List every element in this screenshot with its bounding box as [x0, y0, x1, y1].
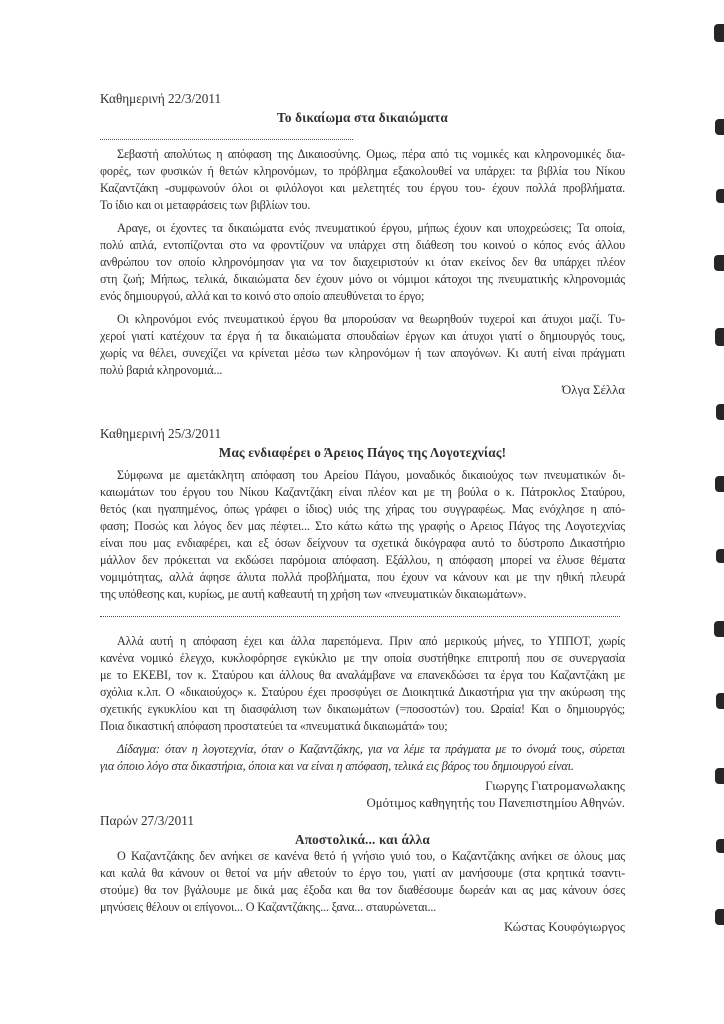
signature: Γιωργης Γιατρομανωλακης — [485, 779, 625, 793]
article — [100, 90, 625, 425]
paragraph-line: κανένα νομικό έλεγχο, κυκλοφόρησε εγκύκλιο με την οποία συστήθηκε επιτροπή που σε συνεργασία — [100, 651, 625, 665]
article — [100, 812, 625, 936]
paragraph — [100, 220, 625, 305]
paragraph-line: μηνύσεις θέλουν οι επίγονοι... Ο Καζαντζάκης... ξανα... σταυρώνεται... — [100, 900, 437, 914]
scan-edge-mark — [716, 549, 724, 563]
paragraph — [100, 633, 625, 735]
paragraph-line: Δίδαγμα: όταν η λογοτεχνία, όταν ο Καζαντζάκης, για να λέμε τα πράγματα με το όνομά τους, σύρεται — [117, 742, 625, 756]
article-title: Μας ενδιαφέρει ο Άρειος Πάγος της Λογοτεχνίας! — [218, 445, 507, 460]
dotted-separator — [100, 131, 353, 140]
paragraph-line: Ο Καζαντζάκης δεν ανήκει σε κανένα θετό ή γνήσιο γυιό του, ο Καζαντζάκης ανήκει σε όλους μας — [117, 849, 625, 863]
scan-edge-mark — [715, 476, 724, 492]
spacer — [100, 617, 625, 627]
paragraph-line: ενός δημιουργού, αλλά και το κοινό στο οποίο απευθύνεται το έργο; — [100, 289, 425, 303]
article-title: Αποστολικά... και άλλα — [294, 832, 430, 847]
paragraph-line: φαση; Ποσώς και λόγος δεν μας πέφτει... Στο κάτω κάτω της γραφής ο Αρειος Πάγος της Λογοτεχνίας — [100, 519, 625, 533]
signature: Όλγα Σέλλα — [562, 383, 625, 397]
scan-edge-mark — [714, 621, 724, 637]
paragraph-line: ανθρώπου τον οποίο κληρονόμησαν για να τον διαχειριστούν κι όταν εκείνος δεν θα υπάρχει πλέον — [100, 255, 625, 269]
scan-edge-mark — [714, 24, 724, 42]
article — [100, 425, 625, 812]
paragraph — [100, 146, 625, 214]
paragraph-line: είναι που μας ενδιαφέρει, και εξ όσων δείχνουν τα σχετικά δικόγραφα αυτό το δύστροπο Δικαστήριο — [100, 536, 625, 550]
scan-edge-mark — [715, 119, 724, 135]
paragraph-line: Σύμφωνα με αμετάκλητη απόφαση του Αρείου Πάγου, μοναδικός δικαιούχος των πνευματικών δι- — [117, 468, 625, 482]
paragraph-line: χεροί γιατί κατέχουν τα έργα ή τα δικαιώματα σπουδαίων έργων και άτυχοι γιατί ο δημιουργός τους, — [100, 329, 625, 343]
paragraph-line: στούμε) θα τον βγάλουμε με δικά μας έξοδα και θα τον διαθέσουμε δωρεάν και ας μας κάνουν όσες — [100, 883, 625, 897]
paragraph — [100, 467, 625, 603]
scan-edge-mark — [715, 328, 724, 346]
paragraph-line: Ποια δικαστική απόφαση προστατεύει τα «πνευματικά δικαιωμάτά» του; — [100, 719, 448, 733]
paragraph-line: θετός (και ηγαπημένος, όπως γράφει ο ίδιος) υιός της χήρας του συγγραφέως. Μας ενόχλησε η από- — [100, 502, 625, 516]
scan-edge-mark — [715, 768, 724, 784]
article-title: Το δικαίωμα στα δικαιώματα — [277, 110, 448, 125]
signature: Ομότιμος καθηγητής του Πανεπιστημίου Αθηνών. — [366, 796, 625, 810]
scan-edge-mark — [716, 839, 724, 853]
paragraph-line: Οι κληρονόμοι ενός πνευματικού έργου θα μπορούσαν να θεωρηθούν τυχεροί και άτυχοι μαζί. Τυ- — [117, 312, 625, 326]
signature: Κώστας Κουφόγιωργος — [504, 920, 625, 934]
paragraph-line: της υπόθεσης και, κυρίως, με αυτή καθεαυτή τη χρήση των «πνευματικών δικαιωμάτων». — [100, 587, 527, 601]
scan-edge-mark — [715, 909, 724, 925]
article-dateline: Καθημερινή 22/3/2011 — [100, 91, 222, 106]
paragraph-line: νομιμότητας, αλλά άφησε άλυτα πολλά προβλήματα, που έχουν να κάνουν και με την ηθική πλευρά — [100, 570, 625, 584]
paragraph-line: για όποιο λόγο στα δικαστήρια, όποια και να είναι η απόφαση, τελικά εις βάρος του δημιουργού είναι. — [100, 759, 574, 773]
paragraph-line: πολύ βαριά κληρονομιά... — [100, 363, 223, 377]
scan-edge-mark — [716, 189, 724, 203]
paragraph-line: καιωμάτων του έργου του Νίκου Καζαντζάκη είναι πλέον και με τη βούλα ο κ. Πάτροκλος Σταύρου, — [100, 485, 625, 499]
paragraph-line: Καζαντζάκη -συμφωνούν όλοι οι φιλόλογοι και μελετητές του έργου του- έχουν πολλά προβλήματα. — [100, 181, 625, 195]
scan-edge-mark — [714, 255, 724, 271]
paragraph-line: Αλλά αυτή η απόφαση έχει και άλλα παρεπόμενα. Πριν από μερικούς μήνες, το ΥΠΠΟΤ, χωρίς — [117, 634, 625, 648]
scan-edge-mark — [716, 693, 724, 709]
paragraph-line: με το ΕΚΕΒΙ, τον κ. Σταύρου και άλλους θα αναλάμβανε να επανεκδώσει τα έργα του Καζαντζάκη με — [100, 668, 625, 682]
paragraph — [100, 311, 625, 379]
paragraph-line: μάλλον δεν πρόκειται να εκδώσει παρόμοια απόφαση. Εξάλλου, η απόφαση μπορεί να έλυσε θέματα — [100, 553, 625, 567]
paragraph-line: Σεβαστή απολύτως η απόφαση της Δικαιοσύνης. Ομως, πέρα από τις νομικές και κληρονομικές δια- — [117, 147, 625, 161]
scan-edge-mark — [716, 404, 724, 420]
paragraph-line: σχόλια κ.λπ. Ο «δικαιούχος» κ. Σταύρου έχει προσφύγει σε Διοικητικά Δικαστήρια για την ακύρωση της — [100, 685, 625, 699]
paragraph-line: χωρίς να θέλει, συνεχίζει να κρίνεται μέσω των κληρονόμων ή των απογόνων. Κι αυτή είναι πράγματι — [100, 346, 625, 360]
articles-container — [100, 90, 625, 936]
paragraph-line: Το ίδιο και οι μεταφράσεις των βιβλίων του. — [100, 198, 311, 212]
dotted-separator — [100, 608, 620, 617]
article-dateline: Παρών 27/3/2011 — [100, 813, 194, 828]
article-dateline: Καθημερινή 25/3/2011 — [100, 426, 222, 441]
paragraph-line: στη ζωή; Μήπως, τελικά, δικαιώματα δεν έχουν μόνο οι νόμιμοι κάτοχοι της πνευματικής κληρονομιάς — [100, 272, 625, 286]
paragraph-line: φορές, των φυσικών ή θετών κληρονόμων, το πρόβλημα εξακολουθεί να υπάρχει: τα βιβλία του Νίκου — [100, 164, 625, 178]
spacer — [100, 399, 625, 425]
paragraph — [100, 741, 625, 775]
paragraph-line: και καλά θα κάνουν οι θετοί να μήν αθετούν το έργο του, γιατί αν μανήσουμε (στα κρητικά τσαντι- — [100, 866, 625, 880]
paragraph — [100, 848, 625, 916]
paragraph-line: πολύ απλά, εντοπίζονται στο να φροντίζουν να υπάρχει στη διάθεση του κοινού ο κόπος ενός άλλου — [100, 238, 625, 252]
paragraph-line: σχετικής εγκυκλίου και τη διασφάλιση των δικαιωμάτων (=ποσοστών) του. Ωραία! Και ο δημιουργός; — [100, 702, 625, 716]
paragraph-line: Αραγε, οι έχοντες τα δικαιώματα ενός πνευματικού έργου, μήπως έχουν και υποχρεώσεις; Τα οποία, — [117, 221, 625, 235]
